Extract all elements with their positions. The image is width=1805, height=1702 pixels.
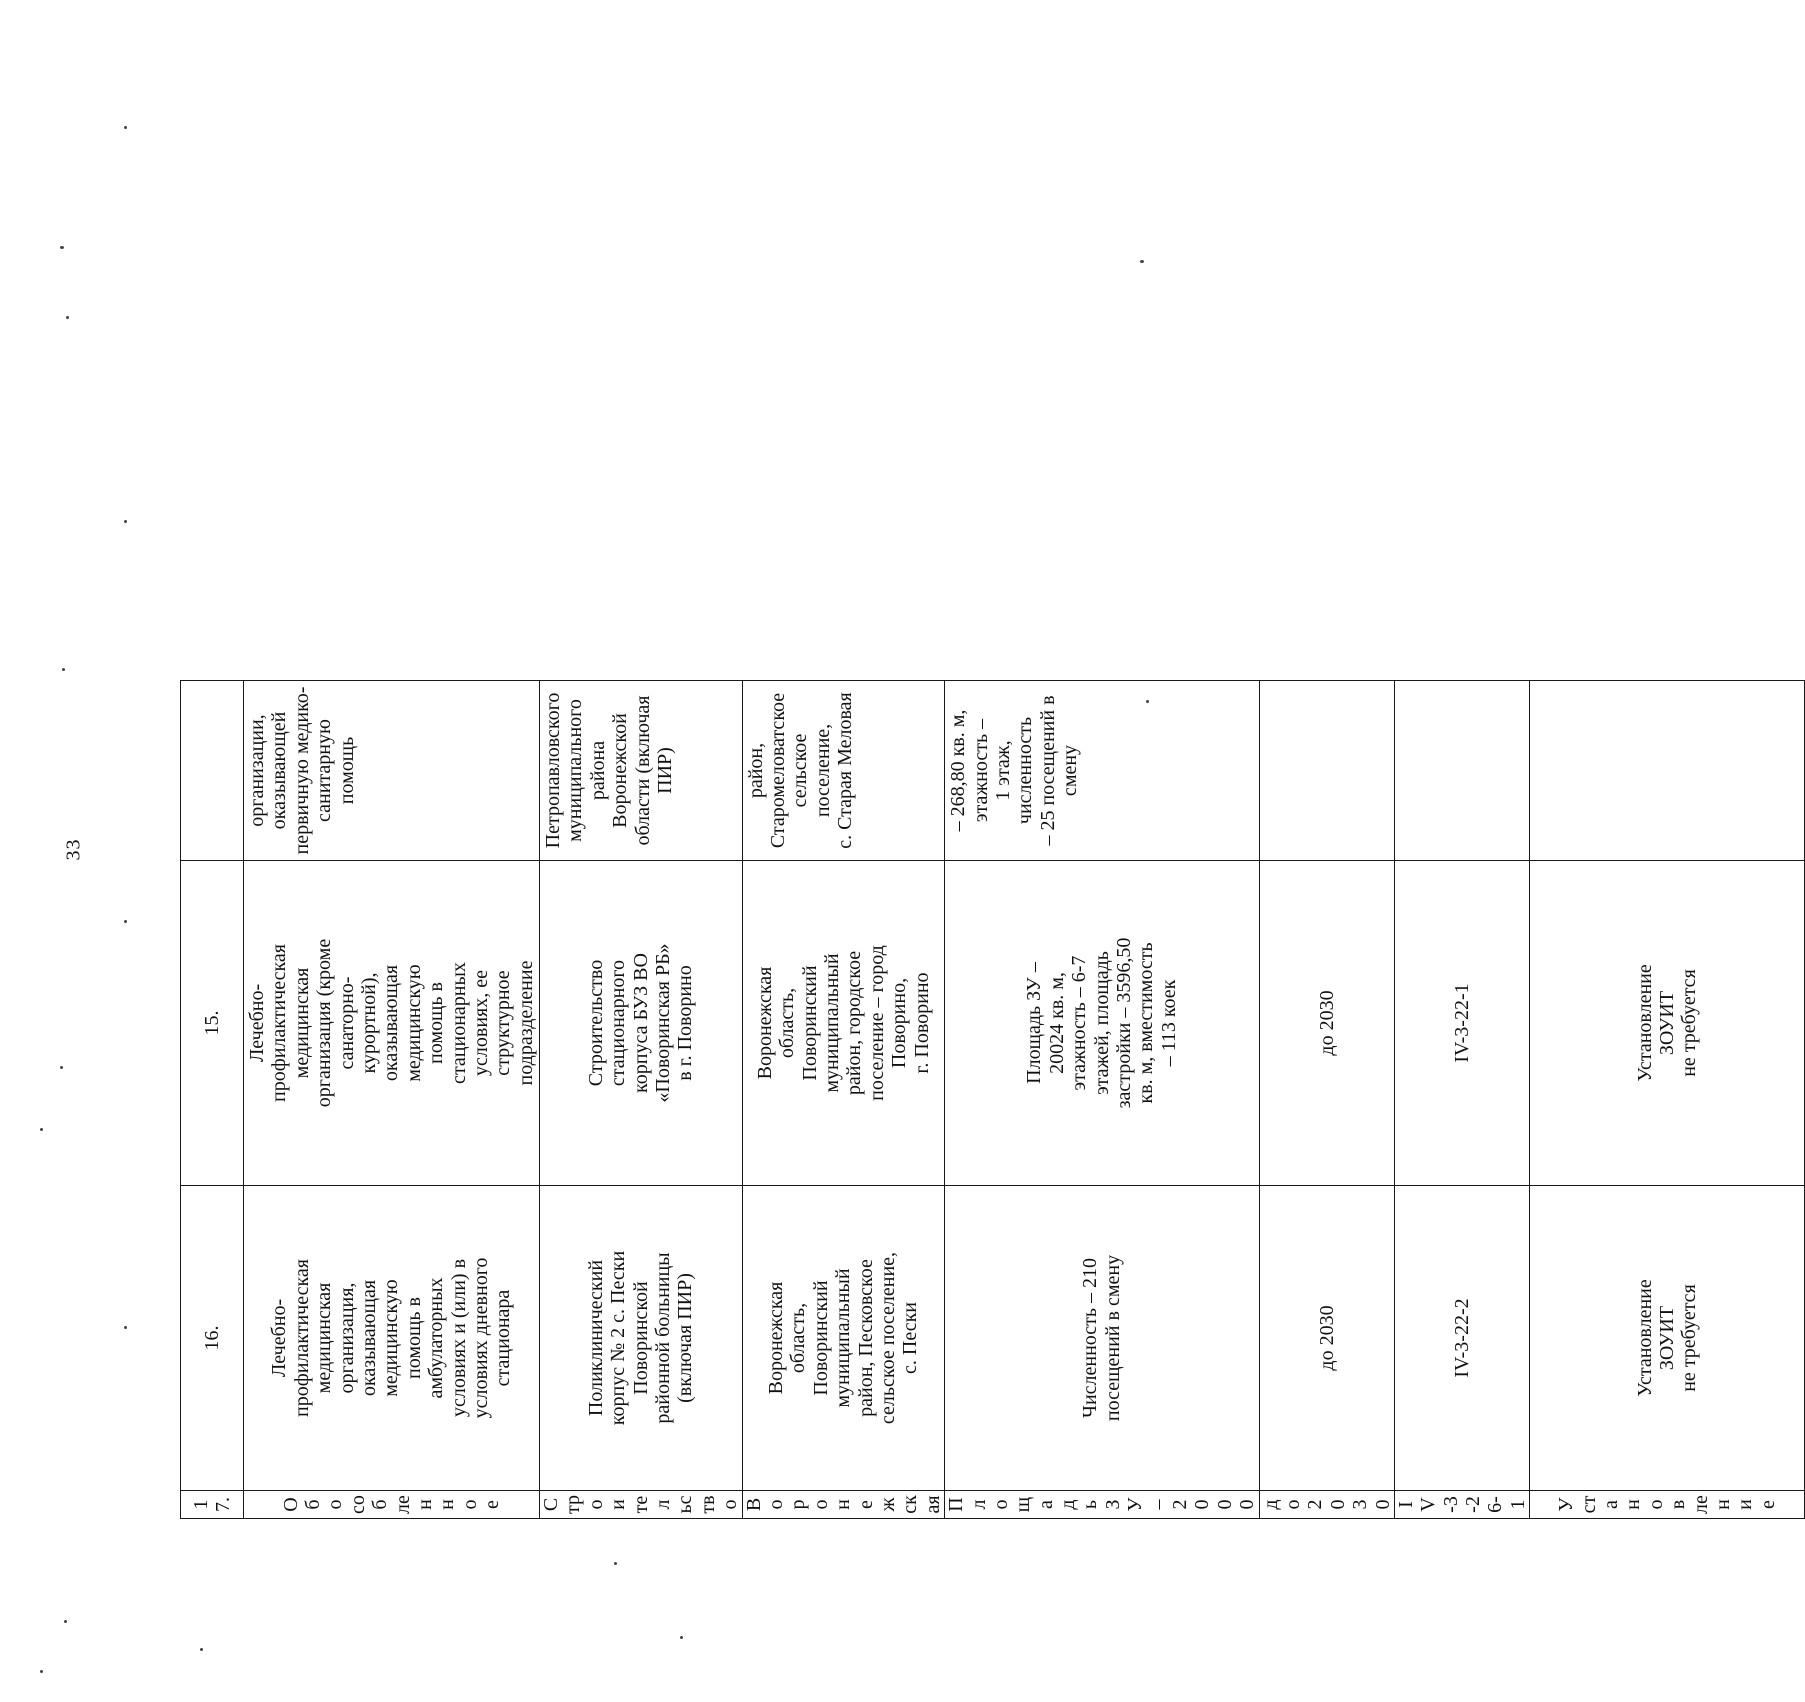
location-cell: Воронежская bbox=[742, 1491, 945, 1519]
num-cell: 17. bbox=[181, 1491, 244, 1519]
table-row bbox=[244, 681, 540, 1519]
num-cell: 16. bbox=[181, 1186, 244, 1491]
scan-speck bbox=[62, 668, 65, 671]
page-number: 33 bbox=[62, 838, 85, 861]
table-row bbox=[540, 681, 743, 1519]
term-cell: до 2030 bbox=[1259, 1186, 1394, 1491]
zouit-cell: Установление ЗОУИТ не требуется bbox=[1530, 861, 1805, 1186]
rotated-table-container bbox=[180, 681, 1779, 1519]
table-row bbox=[1394, 681, 1529, 1519]
characteristics-cell: Численность – 210 посещений в смену bbox=[945, 1186, 1259, 1491]
term-cell bbox=[1259, 681, 1394, 861]
scan-speck bbox=[60, 1066, 63, 1069]
name-cell: Строительство bbox=[540, 1491, 743, 1519]
code-cell bbox=[1394, 681, 1529, 861]
scan-speck bbox=[680, 1636, 683, 1639]
type-cell: организации, оказывающей первичную медико- санитарную помощь bbox=[244, 681, 540, 861]
table-row bbox=[181, 681, 244, 1519]
name-cell: Петропавловского муниципального района Воронежской области (включая ПИР) bbox=[540, 681, 743, 861]
location-cell: Воронежская область, Поворинский муниципальный район, городское поселение – город Поворино, г. Поворино bbox=[742, 861, 945, 1186]
scan-speck bbox=[614, 1562, 617, 1565]
scan-speck bbox=[200, 1648, 203, 1651]
location-cell: Воронежская область, Поворинский муниципальный район, Песковское сельское поселение, с. Пески bbox=[742, 1186, 945, 1491]
scan-speck bbox=[1140, 260, 1144, 263]
num-cell bbox=[181, 681, 244, 861]
code-cell: IV-3-22-1 bbox=[1394, 861, 1529, 1186]
term-cell: до 2030 bbox=[1259, 1491, 1394, 1519]
type-cell: Лечебно- профилактическая медицинская организация (кроме санаторно- курортной), оказывающая медицинскую помощь в стационарных условиях, ее структурное подразделение bbox=[244, 861, 540, 1186]
type-cell: Лечебно- профилактическая медицинская организация, оказывающая медицинскую помощь в амбулаторных условиях и (или) в условиях дневного стационара bbox=[244, 1186, 540, 1491]
num-cell: 15. bbox=[181, 861, 244, 1186]
table-row bbox=[742, 681, 945, 1519]
scan-speck bbox=[124, 920, 127, 923]
objects-table bbox=[180, 680, 1805, 1519]
scan-speck bbox=[40, 1128, 43, 1131]
code-cell: IV-3-22-2 bbox=[1394, 1186, 1529, 1491]
characteristics-cell: Площадь ЗУ – 2000 bbox=[945, 1491, 1259, 1519]
type-cell: Обособленное bbox=[244, 1491, 540, 1519]
table-row bbox=[1530, 681, 1805, 1519]
scan-speck bbox=[40, 1670, 43, 1673]
name-cell: Строительство стационарного корпуса БУЗ ВО «Поворинская РБ» в г. Поворино bbox=[540, 861, 743, 1186]
term-cell: до 2030 bbox=[1259, 861, 1394, 1186]
scan-speck bbox=[124, 520, 127, 523]
characteristics-cell: Площадь ЗУ – 20024 кв. м, этажность – 6-7 этажей, площадь застройки – 3596,50 кв. м, вместимость – 113 коек bbox=[945, 861, 1259, 1186]
table-row bbox=[945, 681, 1259, 1519]
scan-speck bbox=[124, 1326, 127, 1329]
characteristics-cell: – 268,80 кв. м, этажность – 1 этаж, численность – 25 посещений в смену bbox=[945, 681, 1259, 861]
scan-speck bbox=[124, 126, 127, 129]
zouit-cell: Установление ЗОУИТ не требуется bbox=[1530, 1186, 1805, 1491]
code-cell: IV-3-26-1 bbox=[1394, 1491, 1529, 1519]
zouit-cell bbox=[1530, 681, 1805, 861]
scan-speck bbox=[64, 1620, 67, 1623]
name-cell: Поликлинический корпус № 2 с. Пески Поворинской районной больницы (включая ПИР) bbox=[540, 1186, 743, 1491]
table-row bbox=[1259, 681, 1394, 1519]
scan-speck bbox=[66, 316, 69, 319]
location-cell: район, Старомеловатское сельское поселение, с. Старая Меловая bbox=[742, 681, 945, 861]
zouit-cell: Установление bbox=[1530, 1491, 1805, 1519]
scan-speck bbox=[60, 246, 64, 249]
